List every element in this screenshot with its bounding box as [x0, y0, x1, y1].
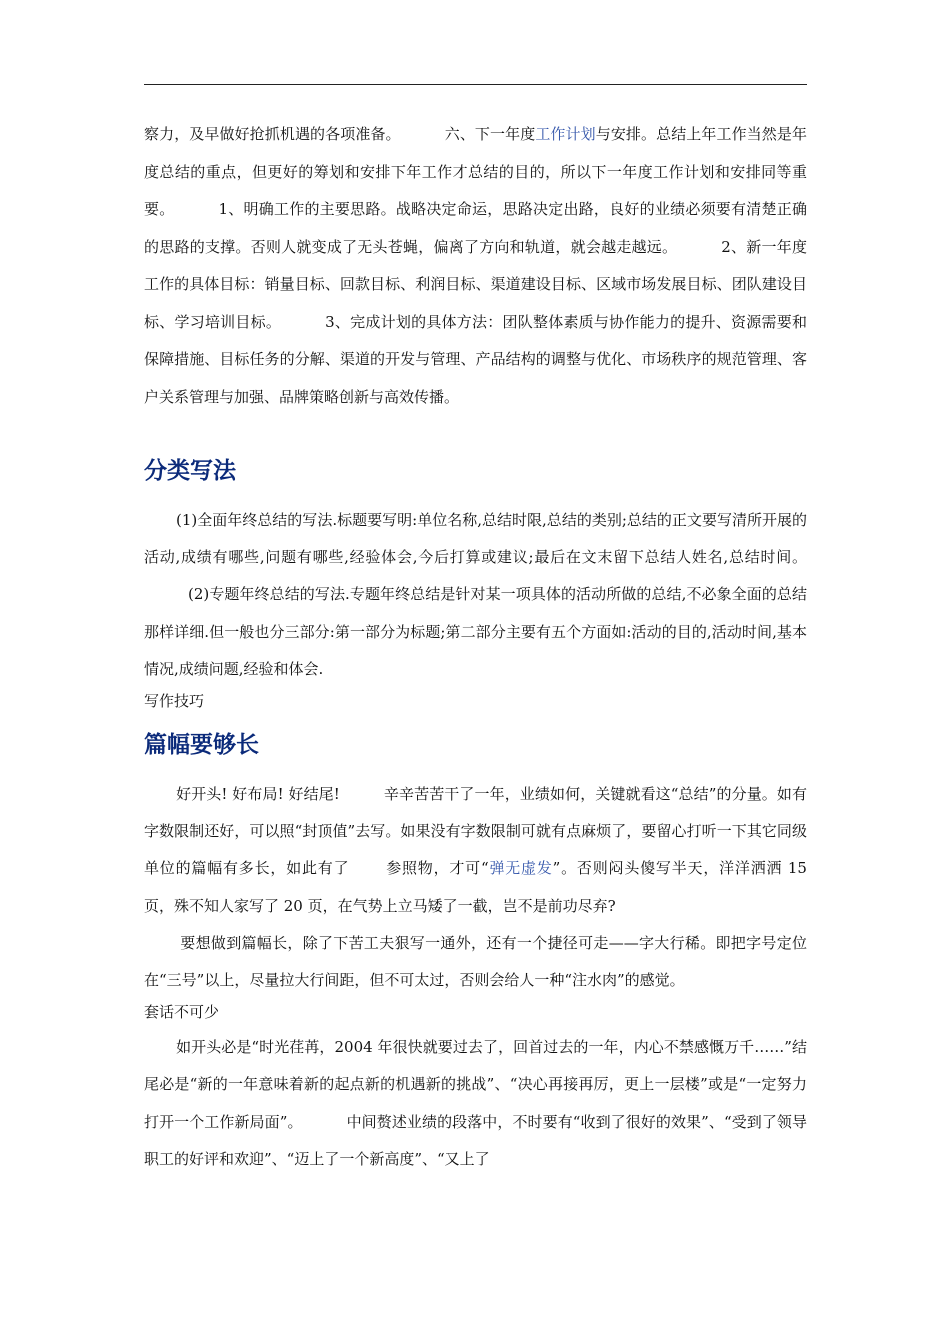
heading-classify: 分类写法 — [144, 458, 236, 484]
text-fragment: 中间赘述业绩的段落中，不时要有“收到了很好的效果”、“受到了领导职工的好评和欢迎”、“迈上了一个新高度”、“又上了 — [144, 1112, 808, 1168]
paragraph-classify — [144, 502, 807, 688]
text-fragment: 好开头! 好布局! 好结尾! — [176, 785, 340, 804]
text-fragment: 如开头必是“时光荏苒，2004 年很快就要过去了，回首过去的一年，内心不禁感慨万千……”结尾必是“新的一年意味着新的起点新的机遇新的挑战”、“决心再接再厉，更上一层楼”或是“一定努力打开一个工作新局面”。 — [144, 1038, 807, 1131]
document-body — [144, 116, 807, 1178]
text-fragment: 察力，及早做好抢抓机遇的各项准备。 — [144, 125, 401, 143]
text-fragment: 辛辛苦苦干了一年，业绩如何，关键就看这“总结”的分量。如有字数限制还好，可以照“封顶值”去写。如果没有字数限制可就有点麻烦了，要留心打听一下其它同级单位的篇幅有多长，如此有了 — [144, 785, 808, 878]
text-fragment: 要想做到篇幅长，除了下苦工夫狠写一通外，还有一个捷径可走——字大行稀。即把字号定位在“三号”以上，尽量拉大行间距，但不可太过，否则会给人一种“注水肉”的感觉。 — [144, 933, 807, 990]
heading-length: 篇幅要够长 — [144, 732, 259, 759]
paragraph-cliches — [144, 1029, 807, 1178]
work-plan-link[interactable]: 工作计划 — [535, 125, 596, 143]
header-rule — [144, 84, 807, 85]
text-fragment: 1、明确工作的主要思路。战略决定命运，思路决定出路，良好的业绩必须要有清楚正确的思路的支撑。否则人就变成了无头苍蝇，偏离了方向和轨道，就会越走越远。 — [144, 200, 807, 256]
text-fragment: 六、下一年度 — [444, 125, 536, 143]
label-writing-tips: 写作技巧 — [144, 692, 205, 711]
text-fragment: 参照物，才可“ — [385, 859, 489, 878]
text-fragment: 3、完成计划的具体方法：团队整体素质与协作能力的提升、资源需要和保障措施、目标任务的分解、渠道的开发与管理、产品结构的调整与优化、市场秩序的规范管理、客户关系管理与加强、品牌策略创新与高效传播。 — [144, 312, 807, 406]
text-fragment: 2、新一年度工作的具体目标：销量目标、回款目标、利润目标、渠道建设目标、区域市场发展目标、团队建设目标、学习培训目标。 — [144, 237, 807, 331]
paragraph-big-font — [144, 925, 807, 999]
text-fragment: (2)专题年终总结的写法.专题年终总结是针对某一项具体的活动所做的总结,不必象全面的总结那样详细.但一般也分三部分:第一部分为标题;第二部分主要有五个方面如:活动的目的,活动时间,基本情况,成绩问题,经验和体会. — [144, 585, 807, 678]
text-fragment: 与安排。总结上年工作当然是年度总结的重点，但更好的筹划和安排下年工作才总结的目的，所以下一年度工作计划和安排同等重要。 — [144, 125, 807, 218]
paragraph-length — [144, 776, 807, 925]
label-cliches: 套话不可少 — [144, 1003, 220, 1022]
text-fragment: (1)全面年终总结的写法.标题要写明:单位名称,总结时限,总结的类别;总结的正文要写清所开展的活动,成绩有哪些,问题有哪些,经验体会,今后打算或建议;最后在文末留下总结人姓名,总结时间。 — [144, 511, 807, 567]
idiom-link[interactable]: 弹无虚发 — [488, 859, 553, 878]
text-fragment: ”。否则闷头傻写半天，洋洋洒洒 15 页，殊不知人家写了 20 页，在气势上立马矮了一截，岂不是前功尽弃? — [144, 859, 807, 915]
paragraph-next-year-plan — [144, 116, 807, 416]
